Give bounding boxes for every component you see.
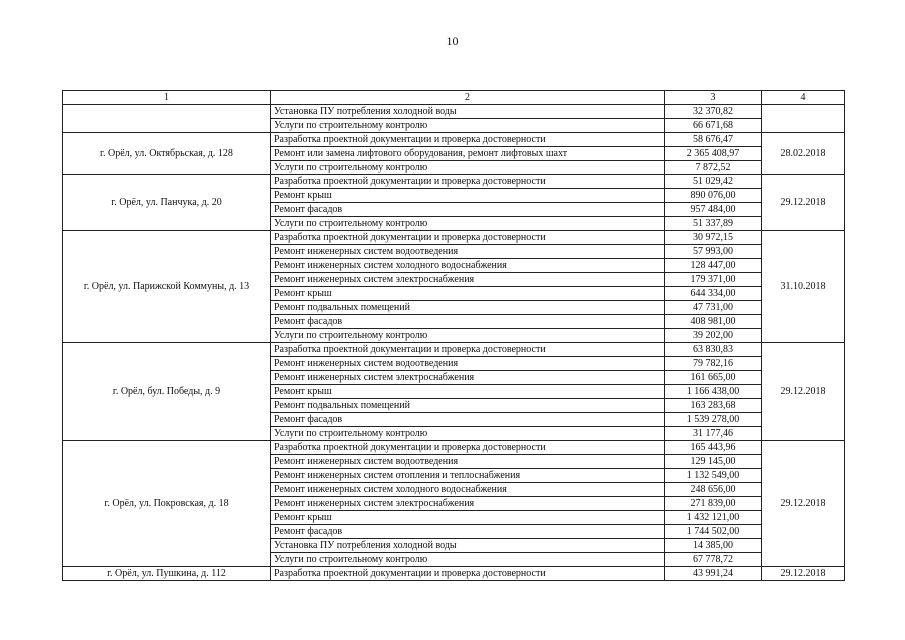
cost-cell: 1 166 438,00: [665, 385, 762, 399]
work-type-cell: Разработка проектной документации и проверка достоверности: [271, 441, 665, 455]
page-number: 10: [446, 34, 459, 48]
cost-cell: 408 981,00: [665, 315, 762, 329]
address-cell: г. Орёл, ул. Парижской Коммуны, д. 13: [63, 231, 271, 343]
table-row: [63, 441, 845, 455]
work-type-cell: Ремонт фасадов: [271, 315, 665, 329]
work-type-cell: Ремонт крыш: [271, 511, 665, 525]
work-type-cell: Разработка проектной документации и проверка достоверности: [271, 133, 665, 147]
cost-cell: 165 443,96: [665, 441, 762, 455]
cost-cell: 163 283,68: [665, 399, 762, 413]
work-type-cell: Ремонт крыш: [271, 287, 665, 301]
cost-cell: 271 839,00: [665, 497, 762, 511]
address-cell: г. Орёл, бул. Победы, д. 9: [63, 343, 271, 441]
work-type-cell: Ремонт инженерных систем водоотведения: [271, 357, 665, 371]
completion-date-cell: 29.12.2018: [762, 175, 845, 231]
cost-cell: 2 365 408,97: [665, 147, 762, 161]
cost-cell: 58 676,47: [665, 133, 762, 147]
column-header-4: 4: [762, 91, 845, 105]
work-type-cell: Услуги по строительному контролю: [271, 427, 665, 441]
cost-cell: 957 484,00: [665, 203, 762, 217]
work-type-cell: Ремонт инженерных систем водоотведения: [271, 245, 665, 259]
cost-cell: 67 778,72: [665, 553, 762, 567]
table-row: [63, 175, 845, 189]
work-type-cell: Услуги по строительному контролю: [271, 161, 665, 175]
cost-cell: 7 872,52: [665, 161, 762, 175]
work-type-cell: Ремонт инженерных систем электроснабжения: [271, 371, 665, 385]
table-row: [63, 231, 845, 245]
work-type-cell: Услуги по строительному контролю: [271, 329, 665, 343]
table-row: [63, 105, 845, 119]
work-type-cell: Разработка проектной документации и проверка достоверности: [271, 343, 665, 357]
completion-date-cell: [762, 105, 845, 133]
column-header-2: 2: [271, 91, 665, 105]
completion-date-cell: 29.12.2018: [762, 343, 845, 441]
address-cell: [63, 105, 271, 133]
completion-date-cell: 28.02.2018: [762, 133, 845, 175]
work-type-cell: Услуги по строительному контролю: [271, 119, 665, 133]
cost-cell: 39 202,00: [665, 329, 762, 343]
work-type-cell: Разработка проектной документации и проверка достоверности: [271, 175, 665, 189]
work-type-cell: Ремонт фасадов: [271, 413, 665, 427]
work-type-cell: Разработка проектной документации и проверка достоверности: [271, 567, 665, 581]
work-type-cell: Установка ПУ потребления холодной воды: [271, 105, 665, 119]
cost-cell: 129 145,00: [665, 455, 762, 469]
cost-cell: 644 334,00: [665, 287, 762, 301]
cost-cell: 32 370,82: [665, 105, 762, 119]
cost-cell: 79 782,16: [665, 357, 762, 371]
cost-cell: 128 447,00: [665, 259, 762, 273]
repair-works-table: [62, 90, 845, 581]
cost-cell: 43 991,24: [665, 567, 762, 581]
cost-cell: 1 432 121,00: [665, 511, 762, 525]
work-type-cell: Ремонт крыш: [271, 385, 665, 399]
column-header-1: 1: [63, 91, 271, 105]
cost-cell: 161 665,00: [665, 371, 762, 385]
column-header-3: 3: [665, 91, 762, 105]
cost-cell: 1 539 278,00: [665, 413, 762, 427]
address-cell: г. Орёл, ул. Покровская, д. 18: [63, 441, 271, 567]
table-row: [63, 567, 845, 581]
work-type-cell: Ремонт инженерных систем отопления и теплоснабжения: [271, 469, 665, 483]
cost-cell: 51 029,42: [665, 175, 762, 189]
table-row: [63, 133, 845, 147]
header-row: [63, 91, 845, 105]
completion-date-cell: 31.10.2018: [762, 231, 845, 343]
completion-date-cell: 29.12.2018: [762, 441, 845, 567]
cost-cell: 14 385,00: [665, 539, 762, 553]
work-type-cell: Ремонт подвальных помещений: [271, 399, 665, 413]
cost-cell: 66 671,68: [665, 119, 762, 133]
cost-cell: 31 177,46: [665, 427, 762, 441]
work-type-cell: Ремонт подвальных помещений: [271, 301, 665, 315]
work-type-cell: Ремонт инженерных систем холодного водоснабжения: [271, 483, 665, 497]
cost-cell: 179 371,00: [665, 273, 762, 287]
work-type-cell: Ремонт крыш: [271, 189, 665, 203]
work-type-cell: Установка ПУ потребления холодной воды: [271, 539, 665, 553]
work-type-cell: Услуги по строительному контролю: [271, 553, 665, 567]
work-type-cell: Разработка проектной документации и проверка достоверности: [271, 231, 665, 245]
table-row: [63, 343, 845, 357]
cost-cell: 248 656,00: [665, 483, 762, 497]
table-body: [63, 105, 845, 581]
cost-cell: 57 993,00: [665, 245, 762, 259]
work-type-cell: Ремонт инженерных систем водоотведения: [271, 455, 665, 469]
work-type-cell: Ремонт инженерных систем холодного водоснабжения: [271, 259, 665, 273]
work-type-cell: Ремонт инженерных систем электроснабжения: [271, 497, 665, 511]
address-cell: г. Орёл, ул. Пушкина, д. 112: [63, 567, 271, 581]
cost-cell: 30 972,15: [665, 231, 762, 245]
cost-cell: 51 337,89: [665, 217, 762, 231]
work-type-cell: Услуги по строительному контролю: [271, 217, 665, 231]
work-type-cell: Ремонт фасадов: [271, 525, 665, 539]
cost-cell: 47 731,00: [665, 301, 762, 315]
work-type-cell: Ремонт инженерных систем электроснабжения: [271, 273, 665, 287]
address-cell: г. Орёл, ул. Панчука, д. 20: [63, 175, 271, 231]
cost-cell: 890 076,00: [665, 189, 762, 203]
work-type-cell: Ремонт фасадов: [271, 203, 665, 217]
completion-date-cell: 29.12.2018: [762, 567, 845, 581]
cost-cell: 1 744 502,00: [665, 525, 762, 539]
address-cell: г. Орёл, ул. Октябрьская, д. 128: [63, 133, 271, 175]
cost-cell: 1 132 549,00: [665, 469, 762, 483]
work-type-cell: Ремонт или замена лифтового оборудования, ремонт лифтовых шахт: [271, 147, 665, 161]
cost-cell: 63 830,83: [665, 343, 762, 357]
